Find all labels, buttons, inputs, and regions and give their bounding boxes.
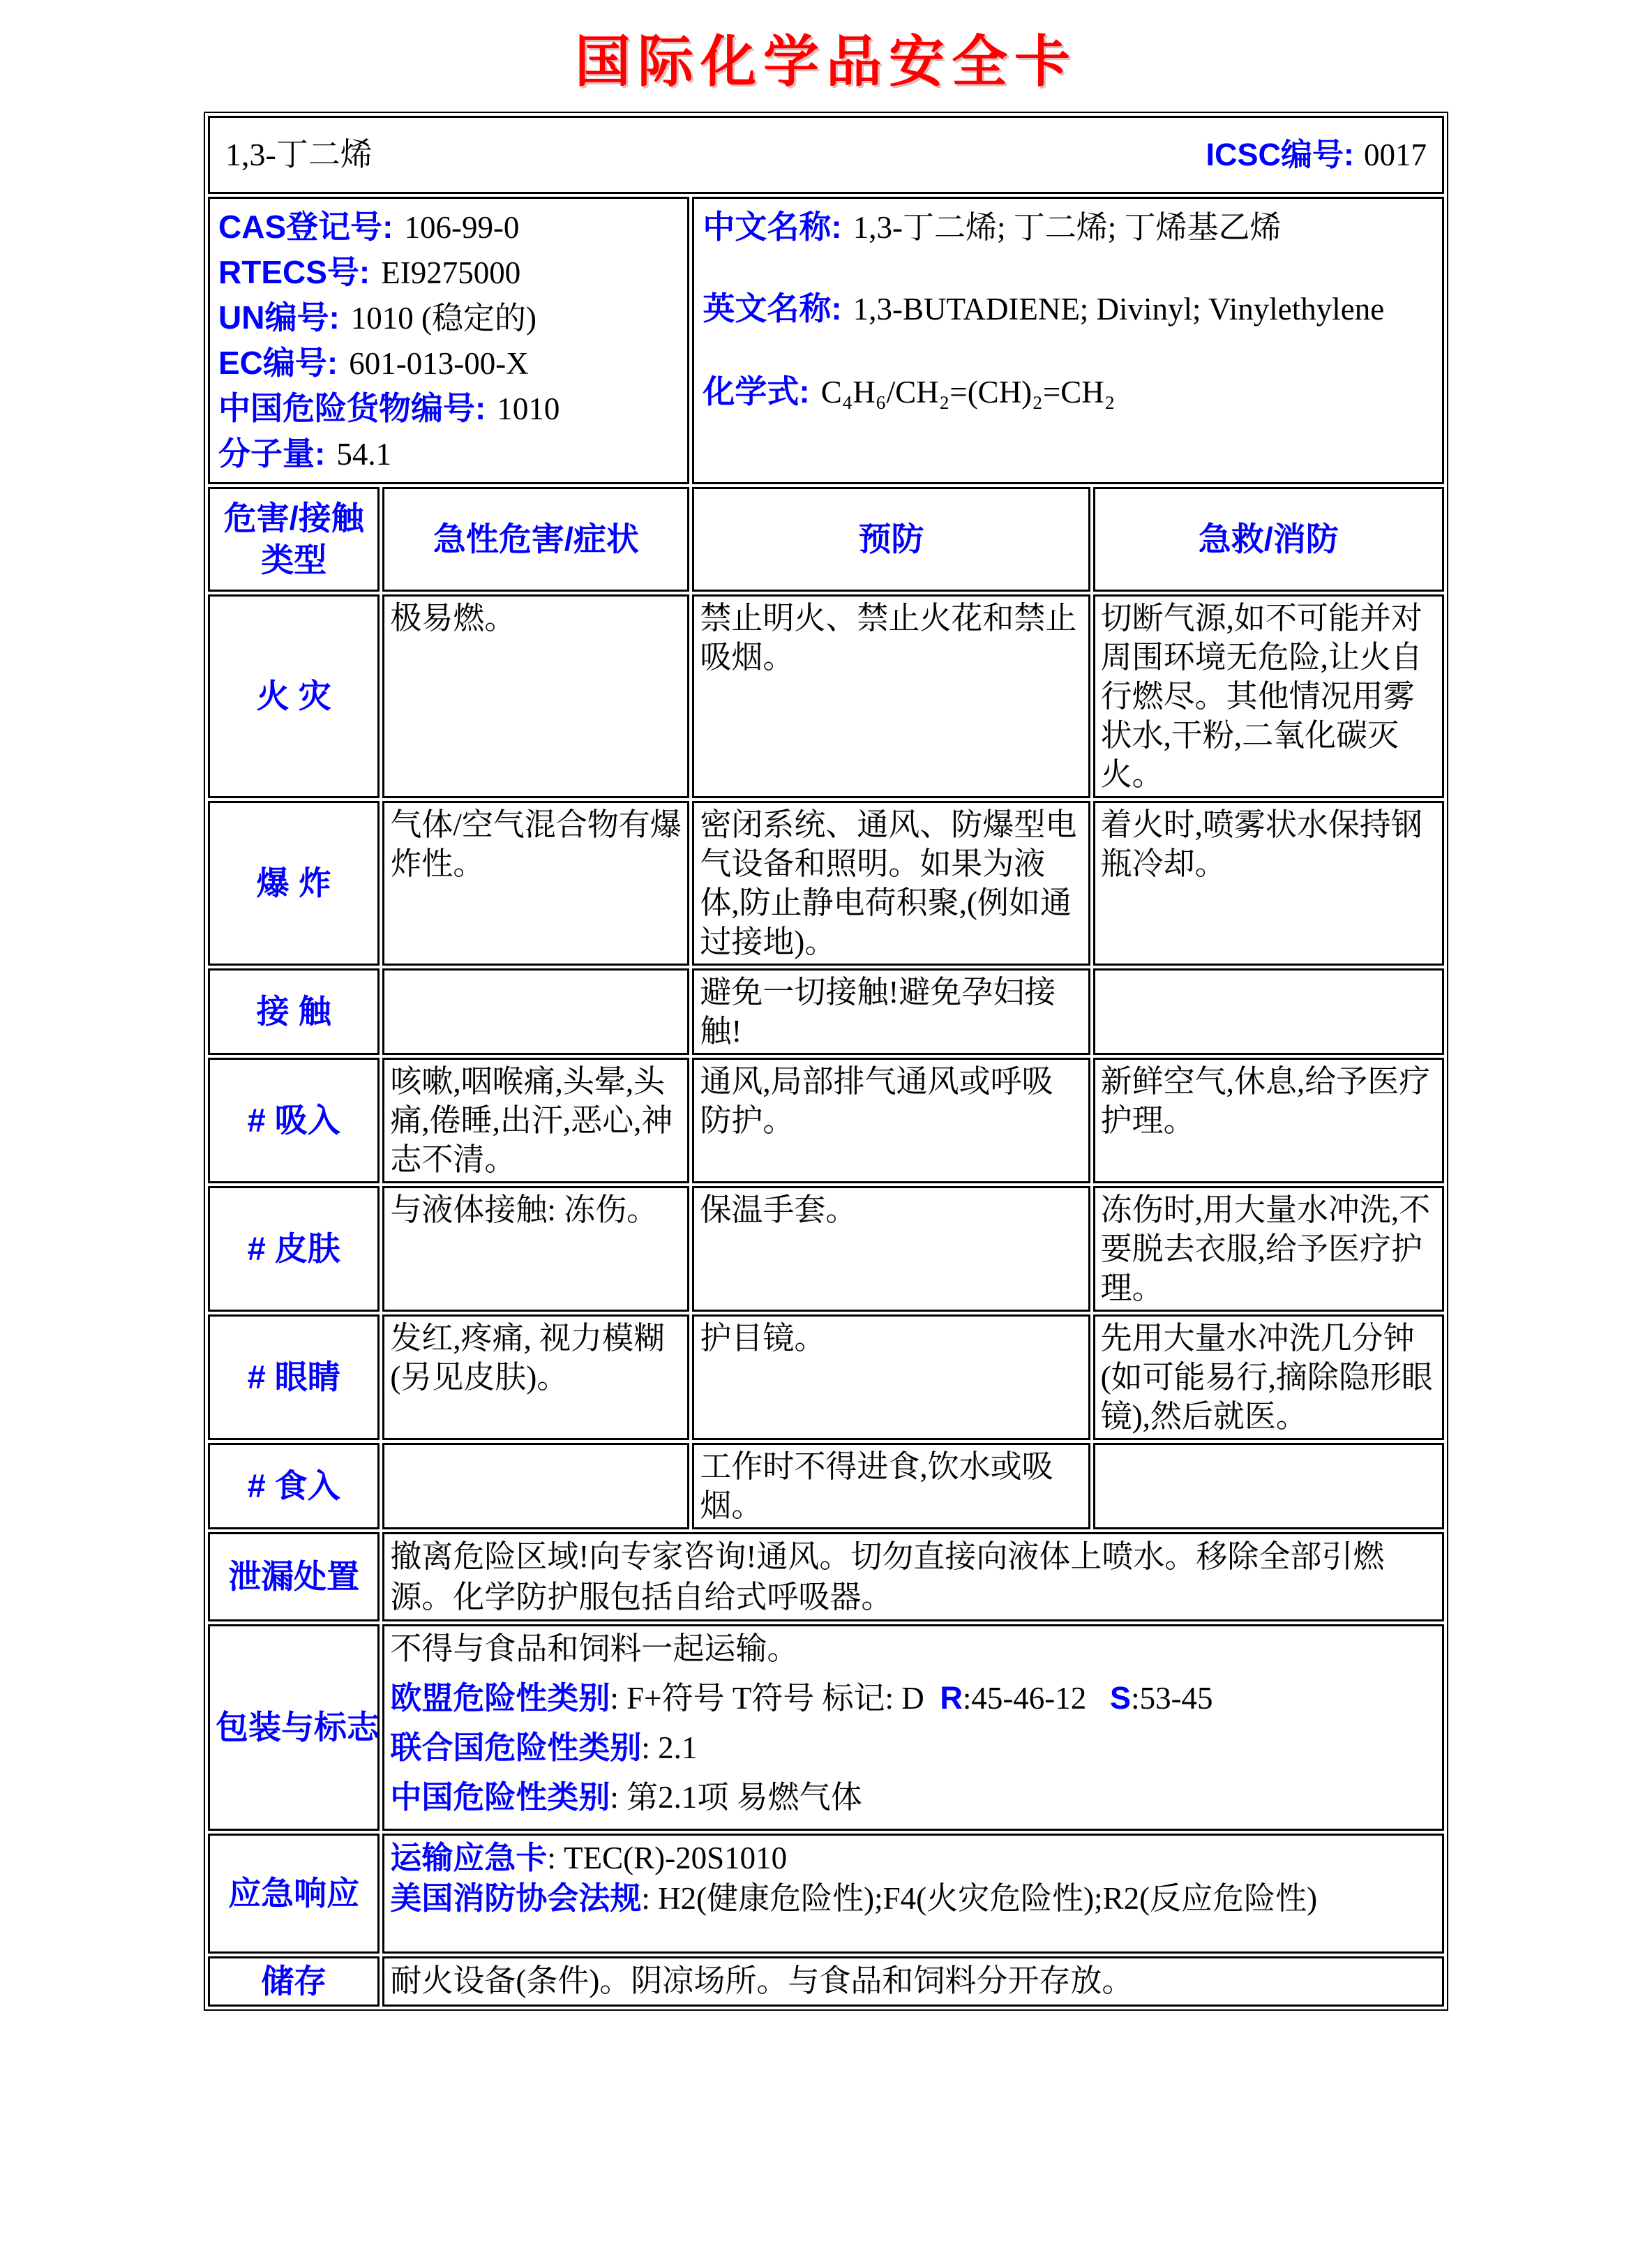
rtecs-value: EI9275000 (381, 255, 521, 290)
packaging-content: 不得与食品和饲料一起运输。 欧盟危险性类别: F+符号 T符号 标记: D R:45-46-12 S:53-45 联合国危险性类别: 2.1 中国危险性类别: 第2.1项 易燃气体 (382, 1624, 1444, 1831)
molecular-weight-label: 分子量: (218, 435, 326, 472)
row-ingestion (208, 1443, 1444, 1529)
header-acute-symptoms: 急性危害/症状 (382, 487, 689, 592)
ec-number-line (218, 340, 684, 386)
fire-prevention: 禁止明火、禁止火花和禁止吸烟。 (692, 594, 1090, 798)
chinese-name-value: 1,3-丁二烯; 丁二烯; 丁烯基乙烯 (853, 210, 1282, 245)
ingestion-first-aid (1093, 1443, 1444, 1529)
skin-symptoms: 与液体接触: 冻伤。 (382, 1186, 689, 1312)
packaging-label: 包装与标志 (208, 1624, 380, 1831)
explosion-symptoms: 气体/空气混合物有爆炸性。 (382, 801, 689, 966)
inhalation-prevention: 通风,局部排气通风或呼吸防护。 (692, 1058, 1090, 1183)
contact-first-aid (1093, 968, 1444, 1055)
fire-first-aid: 切断气源,如不可能并对周围环境无危险,让火自行燃尽。其他情况用雾状水,干粉,二氧化碳灭火。 (1093, 594, 1444, 798)
ingestion-prevention: 工作时不得进食,饮水或吸烟。 (692, 1443, 1090, 1529)
emergency-response-content: 运输应急卡: TEC(R)-20S1010 美国消防协会法规: H2(健康危险性);F4(火灾危险性);R2(反应危险性) (382, 1834, 1444, 1954)
un-value: 1010 (稳定的) (350, 301, 536, 336)
rtecs-label: RTECS号: (218, 254, 370, 290)
formula-line (703, 369, 1439, 414)
safety-card-table (204, 112, 1448, 2011)
un-number-line (218, 295, 684, 340)
skin-prevention: 保温手套。 (692, 1186, 1090, 1312)
chinese-name-line (703, 204, 1439, 250)
china-goods-label: 中国危险货物编号: (218, 390, 486, 426)
name-bar-cell (208, 116, 1444, 194)
contact-symptoms (382, 968, 689, 1055)
row-inhalation (208, 1058, 1444, 1183)
identifiers-cell (208, 197, 689, 484)
name-bar (225, 135, 1427, 174)
eyes-symptoms: 发红,疼痛, 视力模糊(另见皮肤)。 (382, 1314, 689, 1440)
hazard-header-row (208, 487, 1444, 592)
english-name-label: 英文名称: (703, 290, 842, 327)
molecular-weight-value: 54.1 (336, 437, 392, 472)
explosion-label: 爆 炸 (208, 801, 380, 966)
cas-label: CAS登记号: (218, 209, 393, 245)
row-explosion (208, 801, 1444, 966)
storage-label: 储存 (208, 1956, 380, 2007)
ec-value: 601-013-00-X (349, 346, 529, 381)
rtecs-number-line (218, 250, 684, 295)
china-goods-number-line (218, 386, 684, 431)
fire-symptoms: 极易燃。 (382, 594, 689, 798)
molecular-weight-line (218, 431, 684, 477)
row-packaging (208, 1624, 1444, 1831)
ingestion-label: # 食入 (208, 1443, 380, 1529)
emergency-response-label: 应急响应 (208, 1834, 380, 1954)
icsc-number (1206, 135, 1427, 174)
contact-prevention: 避免一切接触!避免孕妇接触! (692, 968, 1090, 1055)
eyes-prevention: 护目镜。 (692, 1314, 1090, 1440)
formula-label: 化学式: (703, 373, 810, 410)
storage-content: 耐火设备(条件)。阴凉场所。与食品和饲料分开存放。 (382, 1956, 1444, 2007)
cas-number-line (218, 204, 684, 250)
row-fire (208, 594, 1444, 798)
spillage-label: 泄漏处置 (208, 1532, 380, 1621)
ingestion-symptoms (382, 1443, 689, 1529)
inhalation-label: # 吸入 (208, 1058, 380, 1183)
eyes-label: # 眼睛 (208, 1314, 380, 1440)
name-bar-row (208, 116, 1444, 194)
skin-label: # 皮肤 (208, 1186, 380, 1312)
header-first-aid: 急救/消防 (1093, 487, 1444, 592)
contact-label: 接 触 (208, 968, 380, 1055)
un-label: UN编号: (218, 299, 340, 336)
explosion-prevention: 密闭系统、通风、防爆型电气设备和照明。如果为液体,防止静电荷积聚,(例如通过接地)。 (692, 801, 1090, 966)
header-hazard-type: 危害/接触 类型 (208, 487, 380, 592)
fire-label: 火 灾 (208, 594, 380, 798)
ec-label: EC编号: (218, 345, 338, 381)
inhalation-symptoms: 咳嗽,咽喉痛,头晕,头痛,倦睡,出汗,恶心,神志不清。 (382, 1058, 689, 1183)
english-name-line (703, 286, 1439, 331)
cas-value: 106-99-0 (404, 210, 520, 245)
row-spillage (208, 1532, 1444, 1621)
inhalation-first-aid: 新鲜空气,休息,给予医疗护理。 (1093, 1058, 1444, 1183)
spillage-content: 撤离危险区域!向专家咨询!通风。切勿直接向液体上喷水。移除全部引燃源。化学防护服包括自给式呼吸器。 (382, 1532, 1444, 1621)
row-storage (208, 1956, 1444, 2007)
names-cell (692, 197, 1444, 484)
china-goods-value: 1010 (497, 391, 560, 426)
row-eyes (208, 1314, 1444, 1440)
icsc-label: ICSC编号: (1206, 137, 1354, 172)
eyes-first-aid: 先用大量水冲洗几分钟(如可能易行,摘除隐形眼镜),然后就医。 (1093, 1314, 1444, 1440)
chemical-name: 1,3-丁二烯 (225, 137, 373, 172)
row-skin (208, 1186, 1444, 1312)
header-prevention: 预防 (692, 487, 1090, 592)
icsc-value: 0017 (1364, 137, 1427, 172)
page-title: 国际化学品安全卡 (575, 29, 1077, 94)
row-emergency-response (208, 1834, 1444, 1954)
skin-first-aid: 冻伤时,用大量水冲洗,不要脱去衣服,给予医疗护理。 (1093, 1186, 1444, 1312)
info-row (208, 197, 1444, 484)
formula-value: C₄H₆/CH₂=(CH)₂=CH₂ (820, 375, 1116, 410)
chinese-name-label: 中文名称: (703, 209, 842, 245)
row-contact (208, 968, 1444, 1055)
english-name-value: 1,3-BUTADIENE; Divinyl; Vinylethylene (853, 292, 1385, 327)
explosion-first-aid: 着火时,喷雾状水保持钢瓶冷却。 (1093, 801, 1444, 966)
